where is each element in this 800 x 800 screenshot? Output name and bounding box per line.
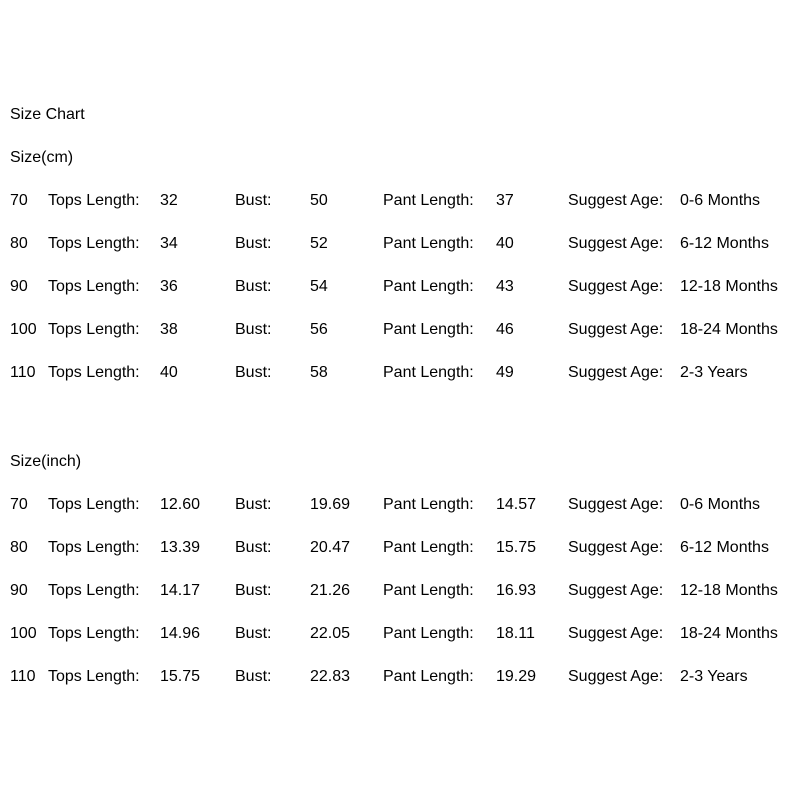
bust-value: 22.83	[310, 667, 351, 685]
bust-value: 50	[310, 191, 328, 209]
tops-length-label: Tops Length:	[48, 234, 140, 252]
size-value: 110	[10, 667, 36, 685]
size-value: 70	[10, 191, 28, 209]
tops-length-value: 14.17	[160, 581, 201, 599]
tops-length-label: Tops Length:	[48, 277, 140, 295]
pant-length-label: Pant Length:	[383, 581, 474, 599]
tops-length-label: Tops Length:	[48, 320, 140, 338]
suggest-age-value: 12-18 Months	[680, 277, 778, 295]
suggest-age-value: 2-3 Years	[680, 667, 748, 685]
suggest-age-label: Suggest Age:	[568, 581, 664, 599]
pant-length-label: Pant Length:	[383, 495, 474, 513]
section-heading-text: Size(cm)	[10, 148, 74, 166]
section-heading	[10, 136, 784, 179]
bust-label: Bust:	[235, 234, 272, 252]
suggest-age-label: Suggest Age:	[568, 277, 664, 295]
suggest-age-label: Suggest Age:	[568, 667, 664, 685]
size-row	[10, 222, 784, 265]
suggest-age-label: Suggest Age:	[568, 363, 664, 381]
pant-length-value: 15.75	[496, 538, 537, 556]
tops-length-value: 13.39	[160, 538, 201, 556]
bust-label: Bust:	[235, 191, 272, 209]
bust-value: 58	[310, 363, 328, 381]
suggest-age-label: Suggest Age:	[568, 320, 664, 338]
bust-value: 21.26	[310, 581, 351, 599]
size-row	[10, 569, 784, 612]
suggest-age-label: Suggest Age:	[568, 495, 664, 513]
tops-length-value: 14.96	[160, 624, 201, 642]
bust-value: 54	[310, 277, 328, 295]
tops-length-label: Tops Length:	[48, 581, 140, 599]
tops-length-value: 32	[160, 191, 178, 209]
tops-length-label: Tops Length:	[48, 667, 140, 685]
pant-length-label: Pant Length:	[383, 277, 474, 295]
tops-length-value: 12.60	[160, 495, 201, 513]
bust-label: Bust:	[235, 495, 272, 513]
size-row	[10, 483, 784, 526]
size-value: 90	[10, 277, 28, 295]
bust-label: Bust:	[235, 624, 272, 642]
tops-length-label: Tops Length:	[48, 538, 140, 556]
tops-length-value: 15.75	[160, 667, 201, 685]
suggest-age-value: 0-6 Months	[680, 495, 761, 513]
bust-value: 20.47	[310, 538, 351, 556]
section-heading-text: Size(inch)	[10, 452, 82, 470]
bust-label: Bust:	[235, 277, 272, 295]
bust-label: Bust:	[235, 363, 272, 381]
suggest-age-value: 12-18 Months	[680, 581, 778, 599]
tops-length-value: 40	[160, 363, 178, 381]
section-spacer	[10, 394, 784, 440]
pant-length-value: 40	[496, 234, 514, 252]
pant-length-label: Pant Length:	[383, 320, 474, 338]
pant-length-label: Pant Length:	[383, 667, 474, 685]
pant-length-value: 43	[496, 277, 514, 295]
suggest-age-value: 2-3 Years	[680, 363, 748, 381]
size-row	[10, 179, 784, 222]
bust-label: Bust:	[235, 581, 272, 599]
pant-length-label: Pant Length:	[383, 624, 474, 642]
section-heading	[10, 440, 784, 483]
bust-value: 52	[310, 234, 328, 252]
size-row	[10, 655, 784, 698]
bust-label: Bust:	[235, 320, 272, 338]
suggest-age-label: Suggest Age:	[568, 191, 664, 209]
section-rows	[10, 483, 784, 698]
pant-length-label: Pant Length:	[383, 363, 474, 381]
pant-length-value: 46	[496, 320, 514, 338]
bust-value: 19.69	[310, 495, 351, 513]
size-value: 100	[10, 624, 37, 642]
tops-length-value: 34	[160, 234, 178, 252]
pant-length-label: Pant Length:	[383, 538, 474, 556]
suggest-age-value: 0-6 Months	[680, 191, 761, 209]
section-rows	[10, 179, 784, 394]
suggest-age-value: 18-24 Months	[680, 320, 778, 338]
suggest-age-value: 18-24 Months	[680, 624, 778, 642]
size-value: 110	[10, 363, 36, 381]
size-row	[10, 351, 784, 394]
pant-length-value: 18.11	[496, 624, 535, 642]
size-row	[10, 612, 784, 655]
size-value: 90	[10, 581, 28, 599]
suggest-age-label: Suggest Age:	[568, 624, 664, 642]
tops-length-label: Tops Length:	[48, 624, 140, 642]
suggest-age-label: Suggest Age:	[568, 234, 664, 252]
page-title	[10, 93, 784, 136]
bust-label: Bust:	[235, 538, 272, 556]
tops-length-label: Tops Length:	[48, 191, 140, 209]
suggest-age-value: 6-12 Months	[680, 538, 769, 556]
bust-value: 22.05	[310, 624, 351, 642]
bust-label: Bust:	[235, 667, 272, 685]
page-title-text: Size Chart	[10, 105, 85, 123]
size-value: 80	[10, 538, 28, 556]
size-value: 70	[10, 495, 28, 513]
pant-length-value: 49	[496, 363, 514, 381]
size-value: 100	[10, 320, 37, 338]
size-row	[10, 265, 784, 308]
tops-length-label: Tops Length:	[48, 363, 140, 381]
size-sections	[10, 136, 784, 698]
size-section	[10, 136, 784, 394]
tops-length-value: 38	[160, 320, 178, 338]
size-row	[10, 308, 784, 351]
bust-value: 56	[310, 320, 328, 338]
size-row	[10, 526, 784, 569]
tops-length-label: Tops Length:	[48, 495, 140, 513]
pant-length-label: Pant Length:	[383, 234, 474, 252]
pant-length-value: 19.29	[496, 667, 537, 685]
pant-length-value: 37	[496, 191, 514, 209]
pant-length-value: 16.93	[496, 581, 537, 599]
pant-length-label: Pant Length:	[383, 191, 474, 209]
suggest-age-value: 6-12 Months	[680, 234, 769, 252]
suggest-age-label: Suggest Age:	[568, 538, 664, 556]
size-section	[10, 440, 784, 698]
pant-length-value: 14.57	[496, 495, 537, 513]
size-value: 80	[10, 234, 28, 252]
tops-length-value: 36	[160, 277, 178, 295]
